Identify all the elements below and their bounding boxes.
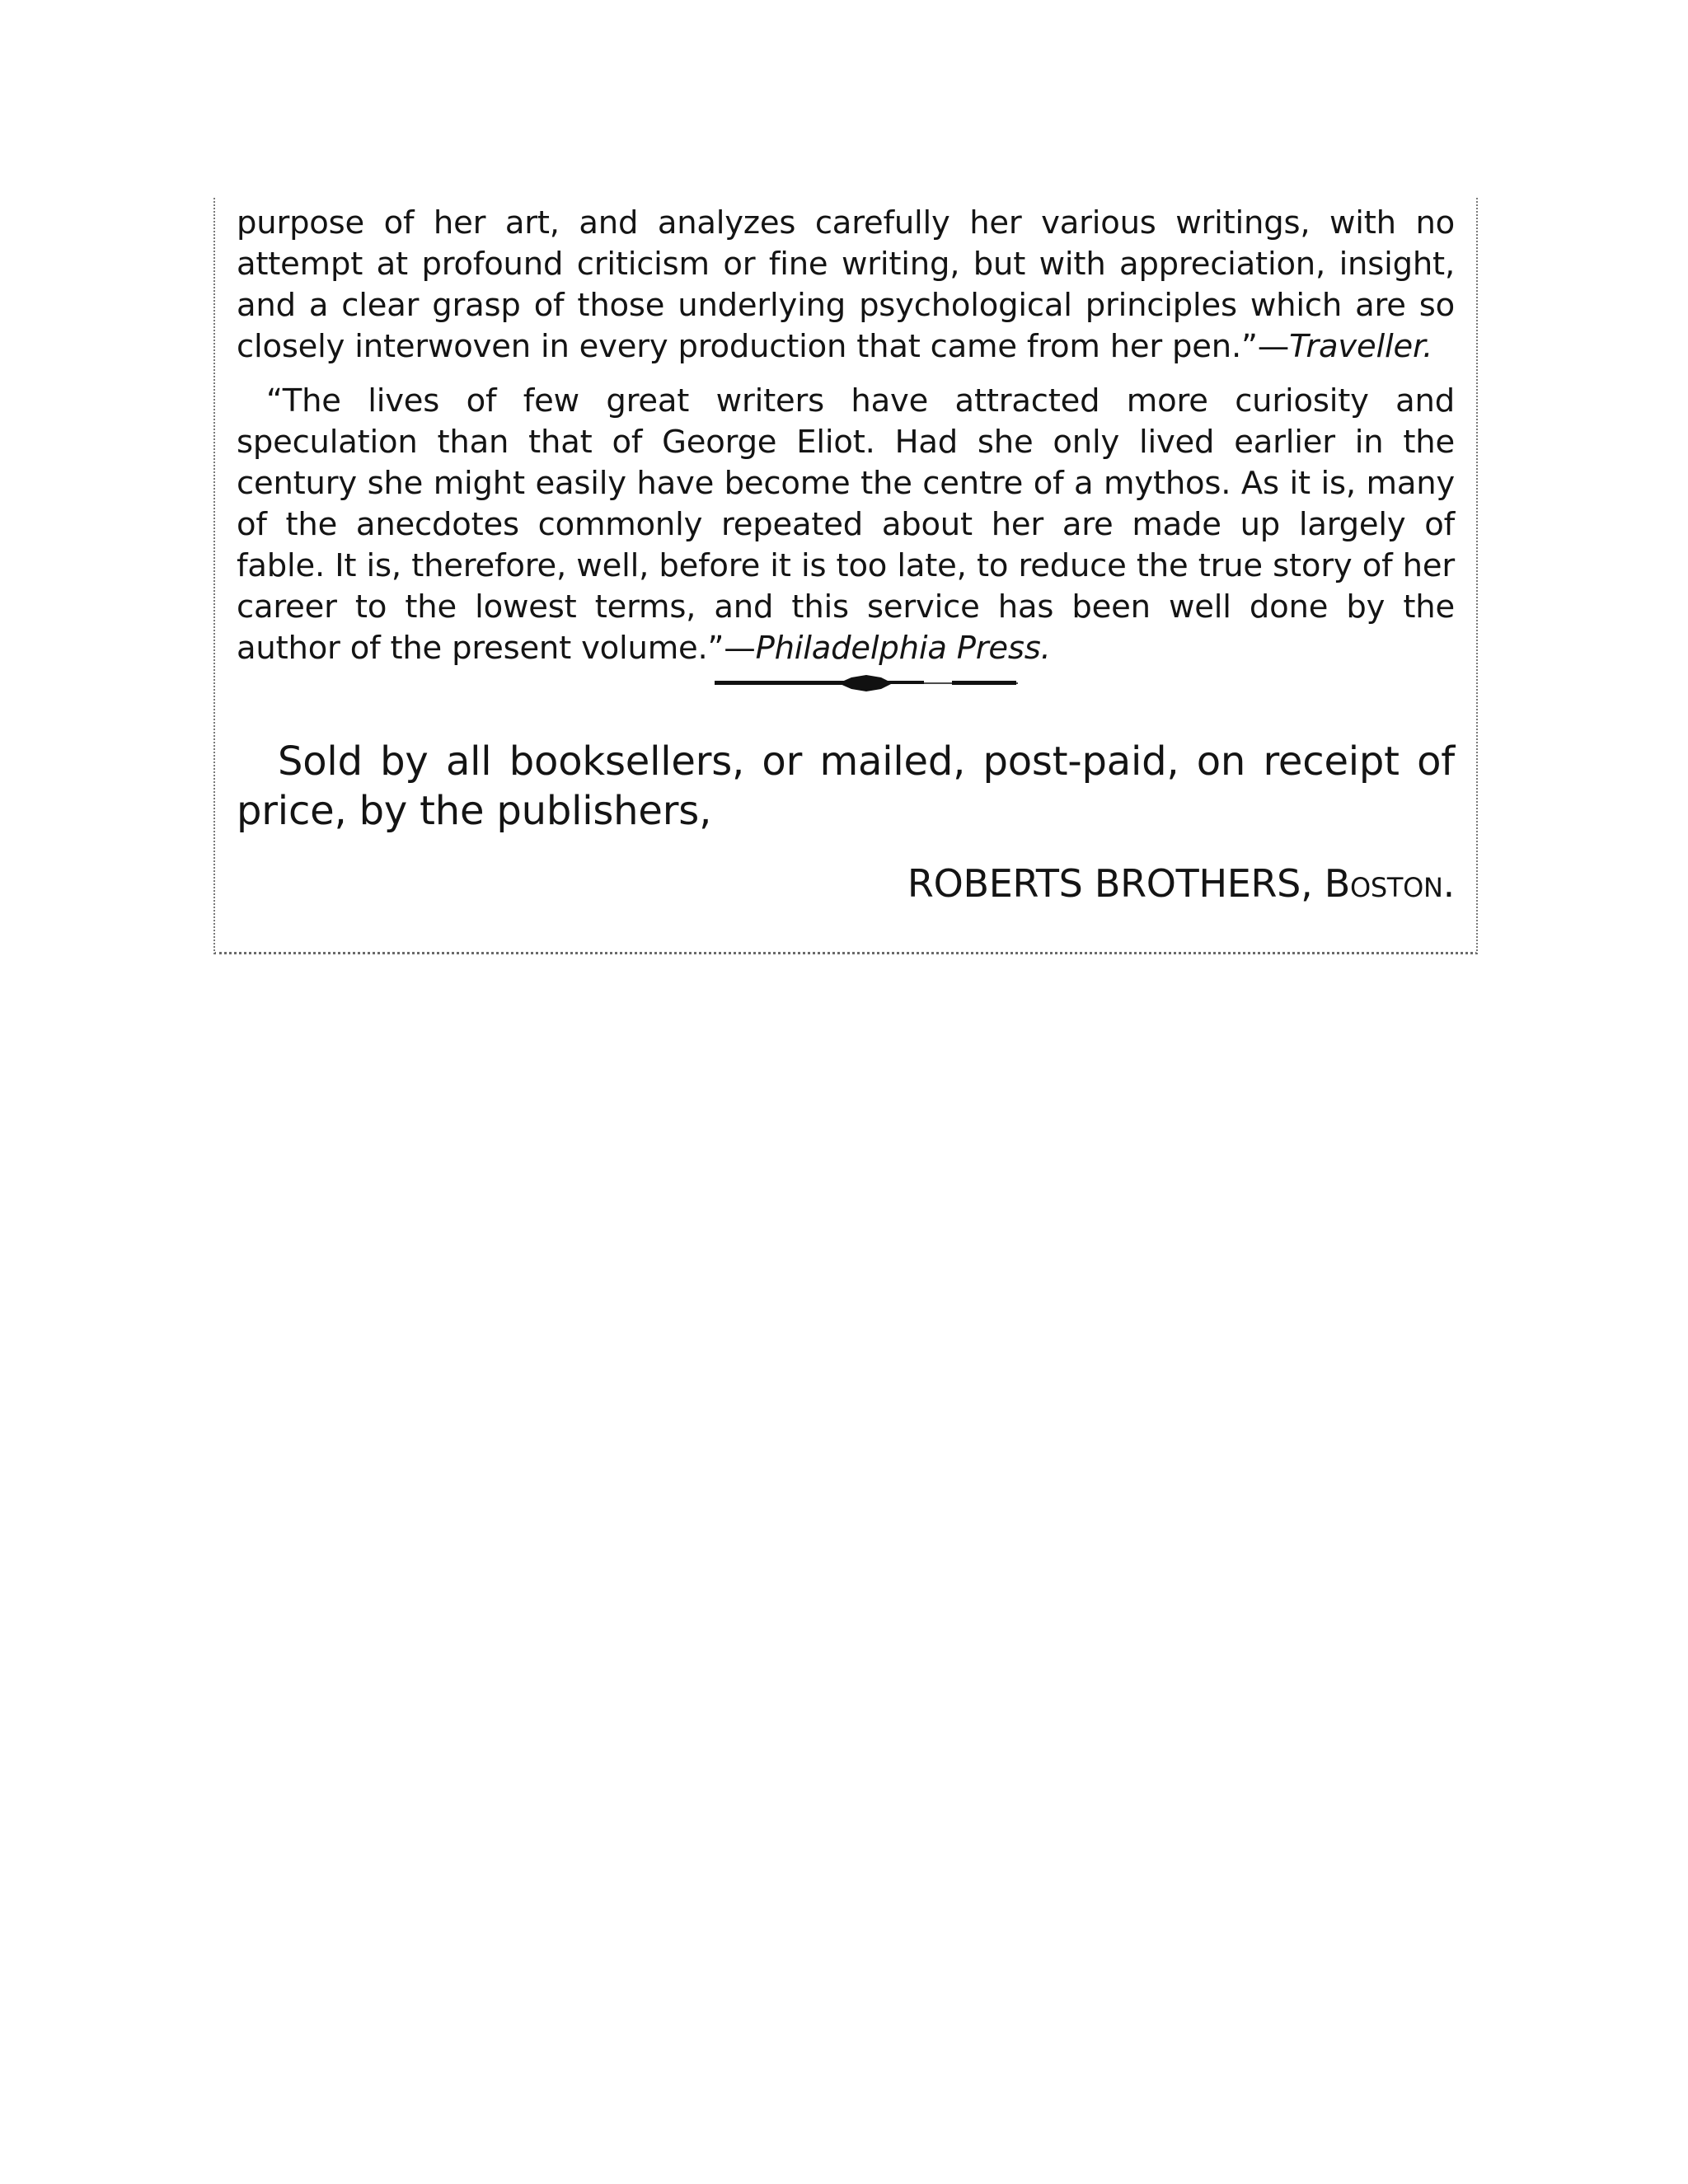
divider-ornament [713,673,1020,696]
publisher-line [907,860,1455,907]
review-philadelphia-press-source: Philadelphia Press. [755,630,1051,667]
advertisement-box [213,198,1478,954]
review-traveller-source: Traveller. [1289,328,1433,365]
publisher-city: Boston [1324,861,1443,906]
sales-note: Sold by all booksellers, or mailed, post-paid, on receipt of price, by the publishers, [237,738,1455,834]
review-traveller [237,203,1455,368]
review-philadelphia-press [237,381,1455,669]
review-philadelphia-press-text: “The lives of few great writers have attracted more curiosity and speculation than that of George Eliot. Had she only lived earlier in the century she might easily have become the centre of a mythos. As it is, many of the anecdotes commonly repeated about her are made up largely of fable. It is, therefore, well, before it is too late, to reduce the true story of her career to the lowest terms, and this service has been well done by the author of the present volume.”— [237,382,1455,667]
publisher-name: ROBERTS BROTHERS, [907,861,1313,906]
review-traveller-text: purpose of her art, and analyzes carefully her various writings, with no attempt at profound criticism or fine writing, but with appreciation, insight, and a clear grasp of those underlying psychological principles which are so closely interwoven in every production that came from her pen.”— [237,204,1455,365]
publisher-end: . [1442,861,1455,906]
